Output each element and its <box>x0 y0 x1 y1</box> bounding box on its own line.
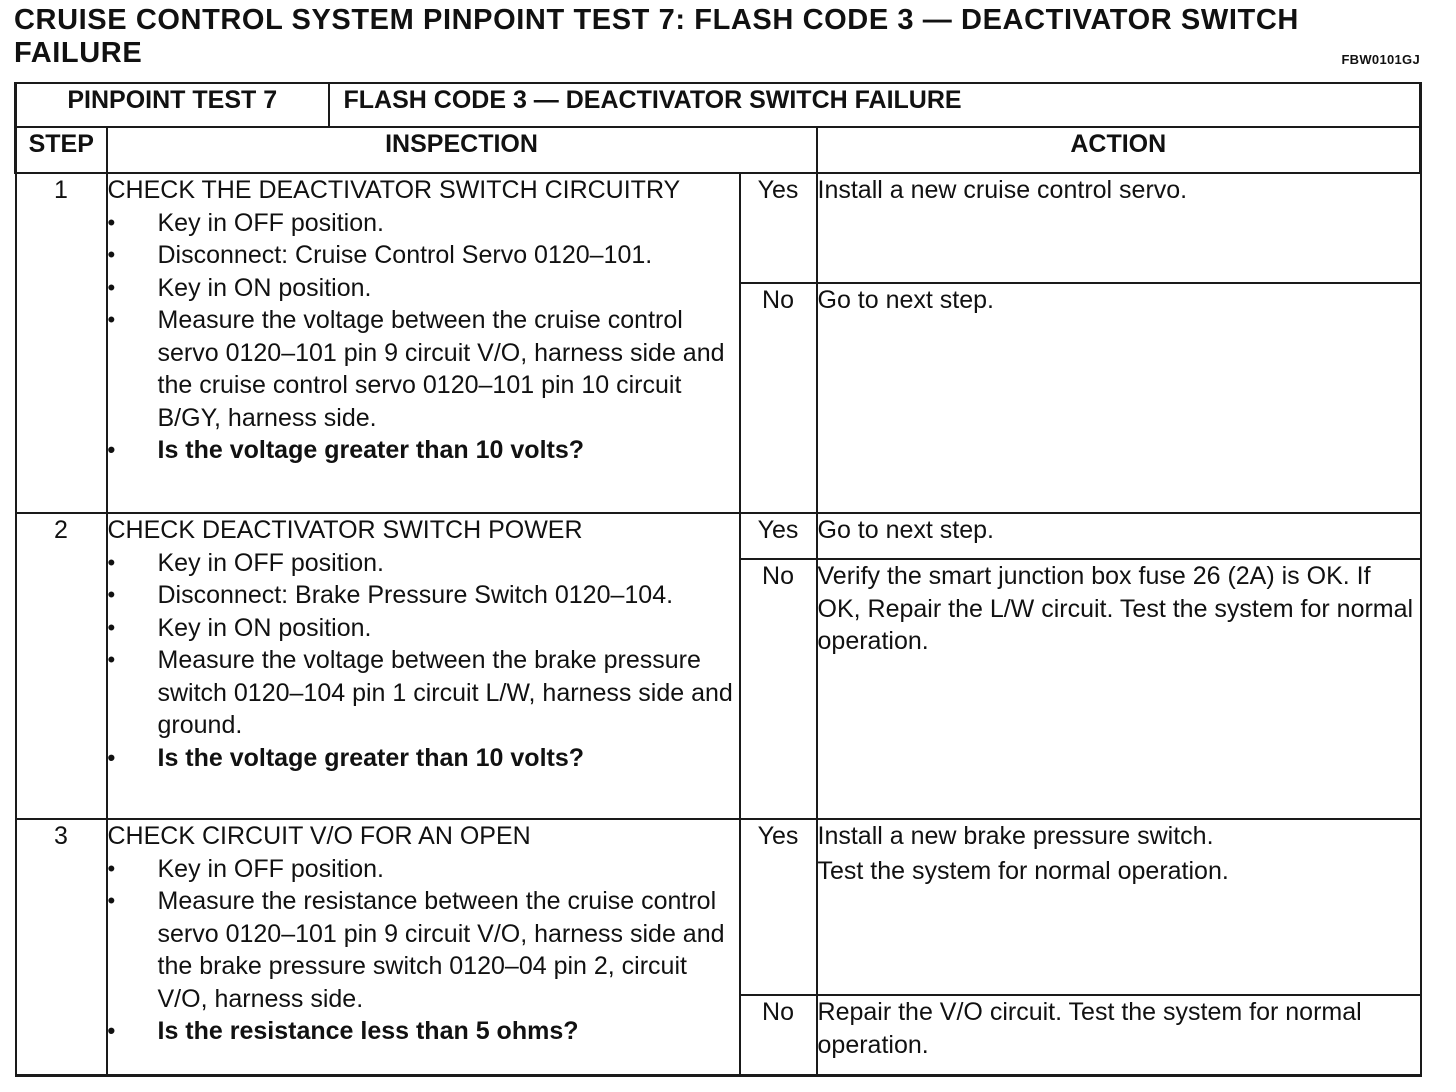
test-label: PINPOINT TEST 7 <box>16 83 329 127</box>
inspection-bullets <box>108 547 739 775</box>
list-item: • Measure the voltage between the cruise control servo 0120–101 pin 9 circuit V/O, harness side and the cruise control servo 0120–101 pin 10 circuit B/GY, harness side. <box>107 306 725 432</box>
test-header-row <box>16 83 1421 127</box>
action-yes: Install a new brake pressure switch. Test the system for normal operation. <box>817 819 1421 995</box>
step-inspection <box>107 513 740 819</box>
column-header-row <box>16 127 1421 173</box>
action-yes: Install a new cruise control servo. <box>817 173 1421 283</box>
action-yes: Go to next step. <box>817 513 1421 559</box>
step-inspection <box>107 819 740 1075</box>
answer-yes: Yes <box>740 173 817 283</box>
answer-no: No <box>740 995 817 1075</box>
action-no: Verify the smart junction box fuse 26 (2A) is OK. If OK, Repair the L/W circuit. Test the system for normal operation. <box>817 559 1421 819</box>
page-title: CRUISE CONTROL SYSTEM PINPOINT TEST 7: FLASH CODE 3 — DEACTIVATOR SWITCH FAILURE <box>14 4 1299 69</box>
action-no: Go to next step. <box>817 283 1421 513</box>
inspection-question: • Is the resistance less than 5 ohms? <box>108 1015 739 1048</box>
inspection-title: CHECK DEACTIVATOR SWITCH POWER <box>107 516 583 544</box>
action-no: Repair the V/O circuit. Test the system for normal operation. <box>817 995 1421 1075</box>
step-number: 2 <box>16 513 107 819</box>
inspection-question: • Is the voltage greater than 10 volts? <box>108 434 739 467</box>
test-description: FLASH CODE 3 — DEACTIVATOR SWITCH FAILURE <box>329 83 1421 127</box>
answer-yes: Yes <box>740 513 817 559</box>
inspection-bullets <box>108 207 739 467</box>
step-number: 1 <box>16 173 107 513</box>
list-item: • Measure the resistance between the cruise control servo 0120–101 pin 9 circuit V/O, harness side and the brake pressure switch 0120–04 pin 2, circuit V/O, harness side. <box>107 887 725 1013</box>
column-header-inspection: INSPECTION <box>107 127 817 173</box>
step-number: 3 <box>16 819 107 1075</box>
column-header-action: ACTION <box>817 127 1421 173</box>
bullet-icon: • <box>107 437 116 462</box>
inspection-title: CHECK CIRCUIT V/O FOR AN OPEN <box>107 822 531 850</box>
answer-yes: Yes <box>740 819 817 995</box>
bullet-icon: • <box>107 209 116 235</box>
bullet-icon: • <box>107 647 116 672</box>
inspection-bullets <box>108 853 739 1048</box>
list-item: • Key in ON position. <box>108 272 739 305</box>
answer-no: No <box>740 559 817 819</box>
bullet-icon: • <box>107 274 116 300</box>
list-item: • Key in OFF position. <box>108 853 739 886</box>
bullet-icon: • <box>107 549 116 575</box>
bullet-icon: • <box>107 614 116 640</box>
figure-code: FBW0101GJ <box>1341 52 1420 67</box>
bullet-icon: • <box>107 1018 116 1043</box>
table-row-step-3-yes <box>16 819 1421 995</box>
pinpoint-test-table <box>14 82 1422 1077</box>
list-item: • Measure the voltage between the brake pressure switch 0120–104 pin 1 circuit L/W, harness side and ground. <box>107 646 733 739</box>
list-item: • Disconnect: Cruise Control Servo 0120–101. <box>108 239 739 272</box>
column-header-step: STEP <box>16 127 107 173</box>
inspection-question: • Is the voltage greater than 10 volts? <box>108 742 739 775</box>
bullet-icon: • <box>107 744 116 770</box>
bullet-icon: • <box>107 242 116 267</box>
list-item: • Key in ON position. <box>108 612 739 645</box>
answer-no: No <box>740 283 817 513</box>
table-row-step-1-yes <box>16 173 1421 283</box>
bullet-icon: • <box>107 582 116 607</box>
list-item: • Key in OFF position. <box>108 207 739 240</box>
bullet-icon: • <box>107 855 116 881</box>
step-inspection <box>107 173 740 513</box>
inspection-title: CHECK THE DEACTIVATOR SWITCH CIRCUITRY <box>107 176 681 204</box>
list-item: • Disconnect: Brake Pressure Switch 0120–104. <box>108 579 739 612</box>
bullet-icon: • <box>107 307 116 332</box>
table-row-step-2-yes <box>16 513 1421 559</box>
list-item: • Key in OFF position. <box>108 547 739 580</box>
bullet-icon: • <box>107 888 116 913</box>
